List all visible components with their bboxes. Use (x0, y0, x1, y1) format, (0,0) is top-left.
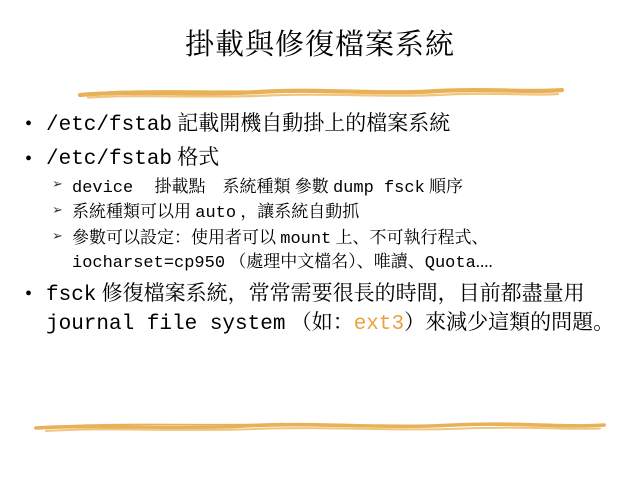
params-text-4: .... (475, 251, 493, 271)
fsck-text-2: （如： (285, 309, 354, 334)
field-list-text-2: 順序 (424, 176, 464, 196)
list-item-fstab-desc (18, 110, 624, 139)
keyword-auto: auto (195, 204, 237, 224)
decorative-rule-bottom (34, 420, 606, 434)
list-item-fsck (18, 280, 624, 339)
keyword-quota: Quota (424, 253, 476, 273)
fstab-path-2: /etc/fstab (46, 148, 173, 172)
bullet-list-level1 (18, 110, 624, 338)
keyword-mount: mount (280, 230, 332, 250)
params-text-2: 上、不可執行程式、 (331, 228, 489, 248)
keyword-fsck: fsck (46, 283, 97, 307)
fstab-path-1: /etc/fstab (46, 114, 173, 137)
keyword-journal-file-system: journal file system (46, 312, 286, 336)
bullet-list-level2 (46, 176, 624, 275)
fsck-text-3: ）來減少這類的問題。 (404, 309, 615, 334)
list-item-fstab-format (18, 144, 624, 274)
list-item-fstab-fields (46, 176, 624, 200)
fstab-desc-text: 記載開機自動掛上的檔案系統 (172, 111, 451, 135)
field-list-text-1: 掛載點 系統種類 參數 (133, 176, 333, 196)
fsck-text-1: 修復檔案系統，常常需要很長的時間，目前都盡量用 (96, 280, 585, 305)
page-title: 掛載與修復檔案系統 (184, 29, 455, 61)
bullet-marker-sub: ➢ (52, 176, 63, 192)
bullet-marker-sub: ➢ (52, 201, 63, 217)
list-item-params (46, 227, 624, 275)
params-text-1: 參數可以設定：使用者可以 (72, 228, 281, 248)
decorative-rule-top (78, 86, 564, 100)
fstab-format-text: 格式 (172, 145, 220, 170)
slide-body (18, 110, 624, 343)
list-item-auto-type (46, 201, 624, 225)
auto-text-1: 系統種類可以用 (72, 202, 196, 222)
bullet-marker-sub: ➢ (52, 227, 63, 243)
auto-text-2: ，讓系統自動抓 (236, 202, 360, 222)
field-device: device (72, 178, 134, 198)
params-text-3: （處理中文檔名）、唯讀、 (225, 251, 425, 271)
bullet-marker: • (25, 282, 33, 305)
bullet-marker: • (25, 147, 33, 170)
bullet-marker: • (25, 113, 33, 136)
option-iocharset: iocharset=cp950 (72, 253, 226, 273)
keyword-ext3: ext3 (353, 312, 405, 336)
field-dump-fsck: dump fsck (332, 178, 425, 198)
